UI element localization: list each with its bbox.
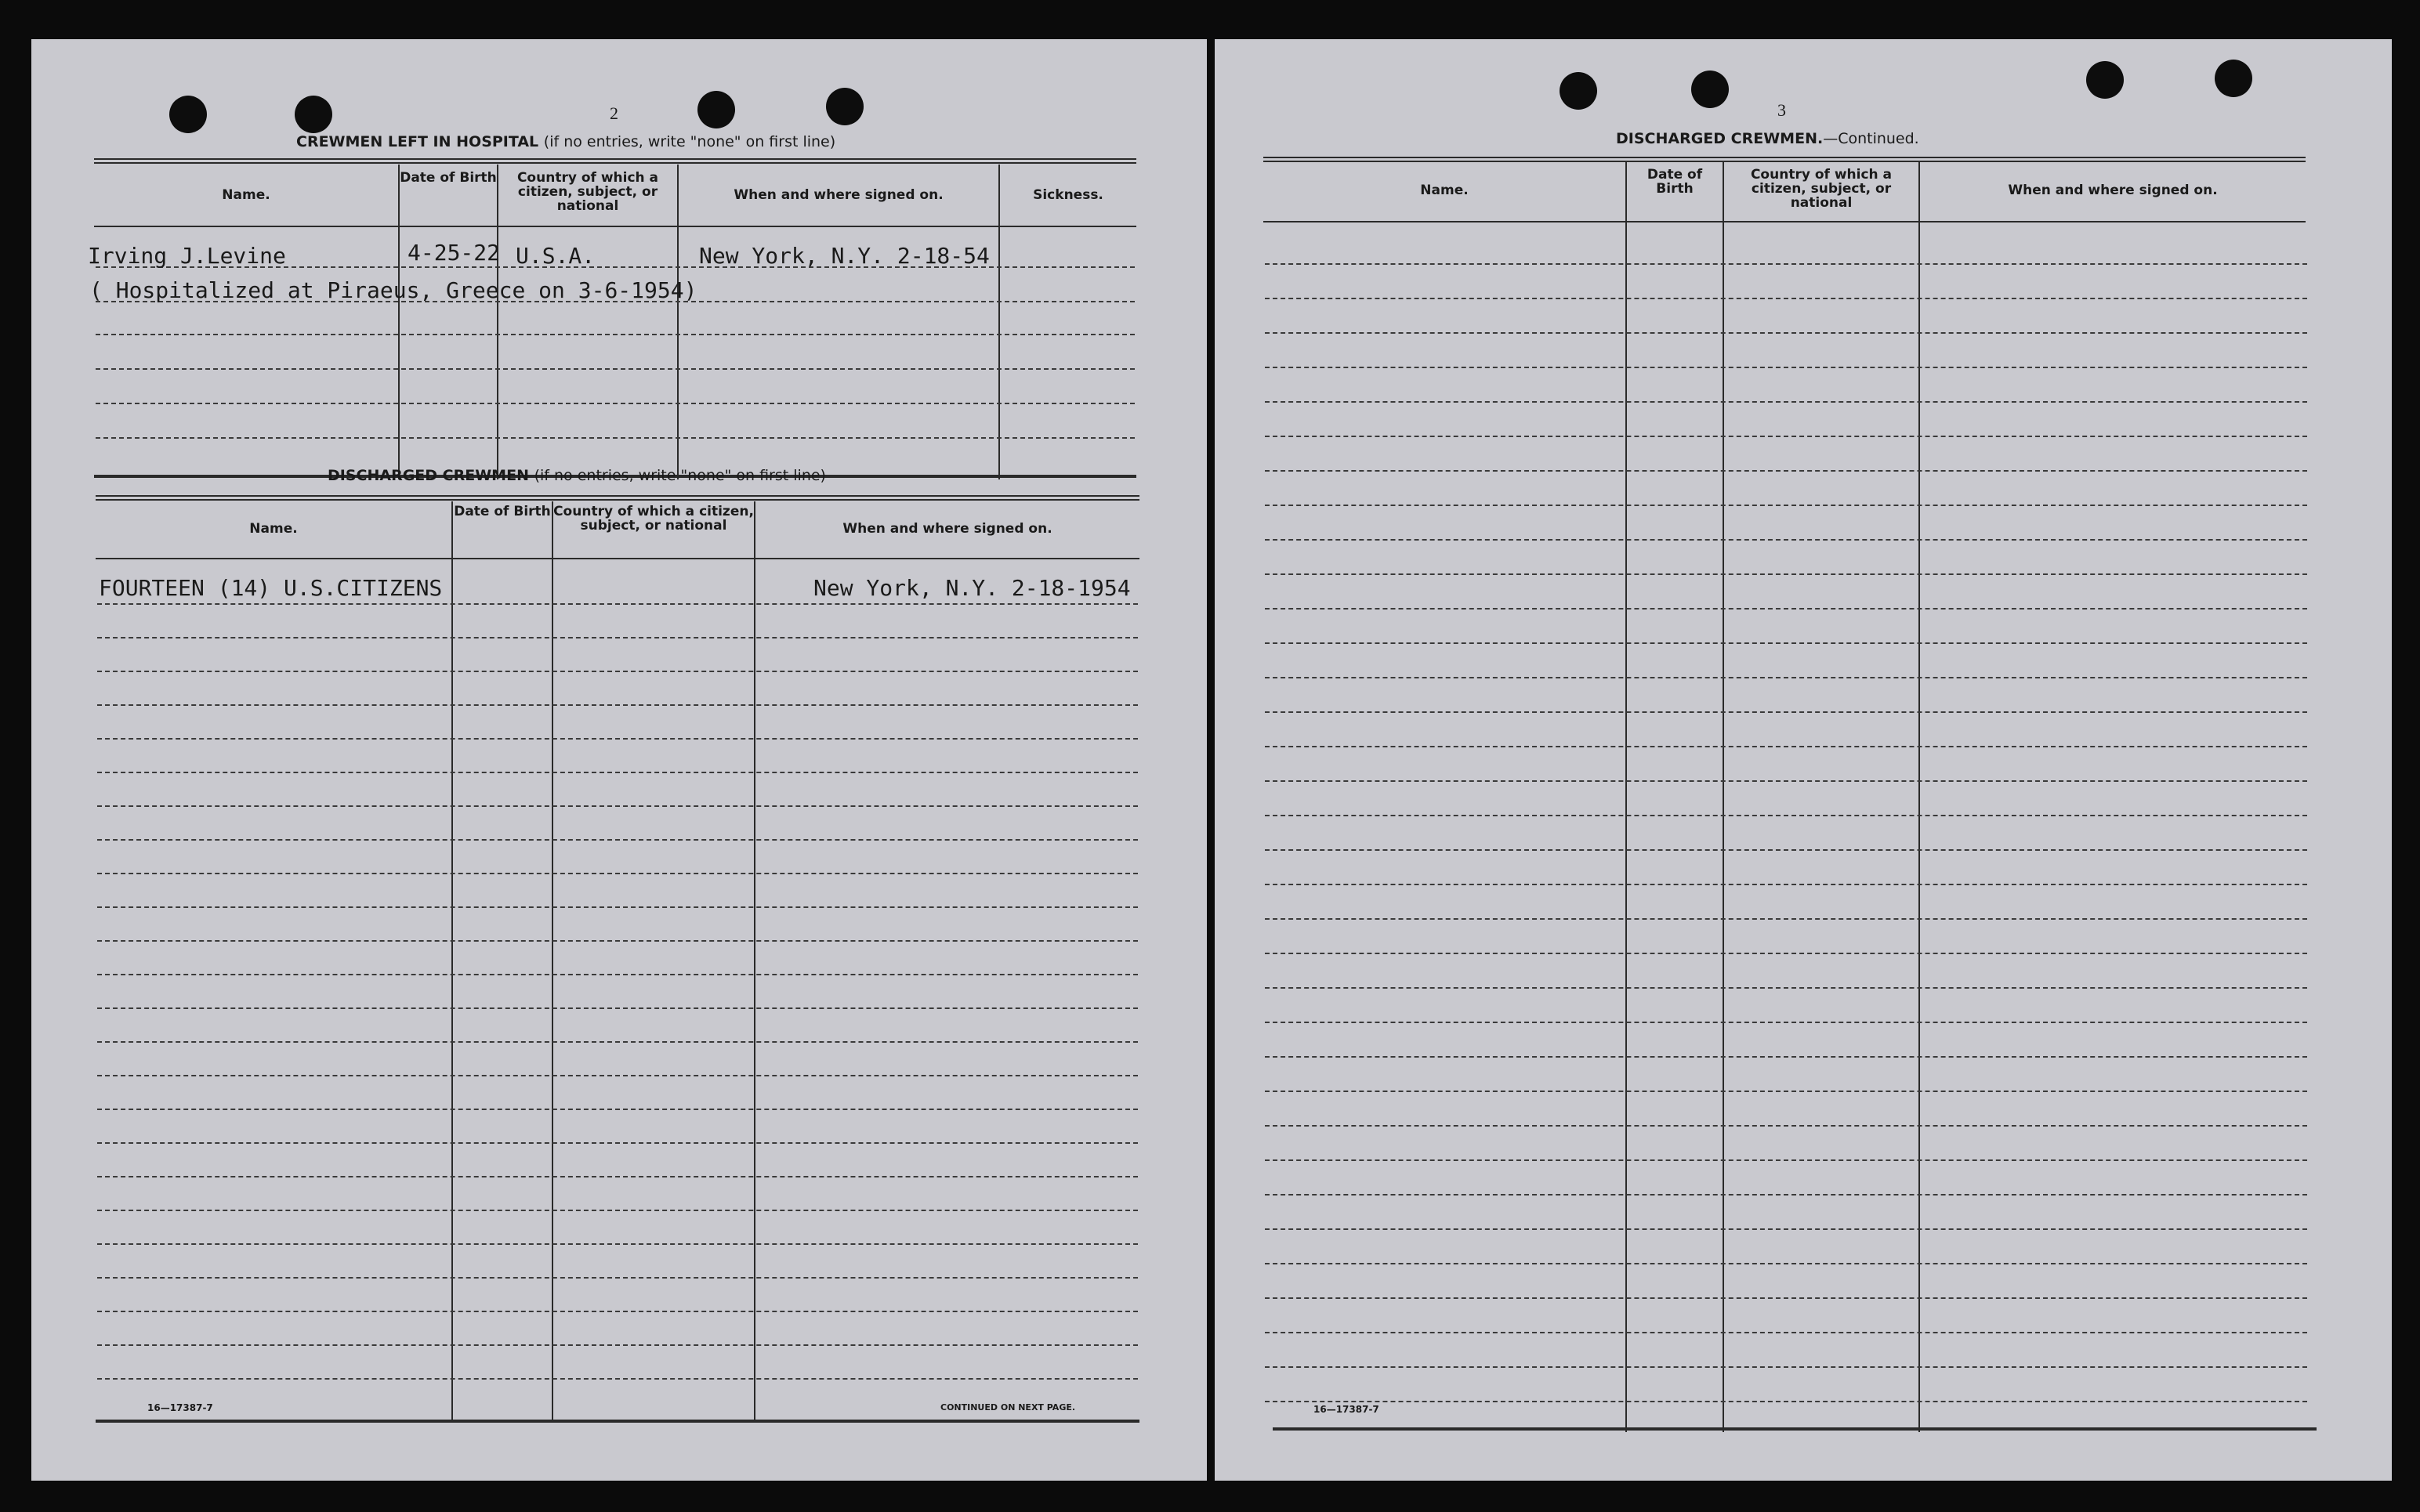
row-line xyxy=(97,772,1138,773)
hospital-section-title xyxy=(296,133,835,150)
row-line xyxy=(97,1378,1138,1380)
row-line xyxy=(97,1075,1138,1076)
row-line xyxy=(1265,884,2307,885)
row-line xyxy=(97,1210,1138,1211)
row-line xyxy=(1265,1091,2307,1092)
row-line xyxy=(1265,1297,2307,1299)
row-line xyxy=(1265,298,2307,299)
col-header-dob: Date of Birth xyxy=(400,170,497,186)
hospital-entry-name: Irving J.Levine xyxy=(88,243,286,269)
page-number: 3 xyxy=(1777,100,1786,120)
table-bottom-rule xyxy=(96,1420,1139,1423)
row-line xyxy=(1265,436,2307,437)
row-line xyxy=(1265,1125,2307,1127)
col-header-signed: When and where signed on. xyxy=(842,521,1052,537)
row-line xyxy=(1265,573,2307,575)
row-line xyxy=(1265,987,2307,989)
row-line xyxy=(97,805,1138,807)
row-line xyxy=(97,1344,1138,1346)
row-line xyxy=(1265,815,2307,816)
column-divider xyxy=(1918,161,1920,1432)
hospital-entry-signed: New York, N.Y. 2-18-54 xyxy=(699,243,990,269)
hospital-entry-country: U.S.A. xyxy=(516,243,596,269)
hospital-title-text: CREWMEN LEFT IN HOSPITAL xyxy=(296,133,539,150)
header-bottom-rule xyxy=(94,226,1136,227)
row-line xyxy=(97,940,1138,942)
row-line xyxy=(97,873,1138,874)
column-divider xyxy=(552,501,553,1423)
col-header-signed: When and where signed on. xyxy=(2008,183,2218,198)
row-line xyxy=(1265,642,2307,644)
form-number: 16—17387-7 xyxy=(1313,1404,1379,1415)
row-line xyxy=(1265,505,2307,506)
row-line xyxy=(1265,677,2307,678)
form-number: 16—17387-7 xyxy=(147,1402,213,1413)
row-line xyxy=(97,1142,1138,1144)
row-line xyxy=(97,1311,1138,1312)
punch-hole xyxy=(1560,72,1597,110)
column-divider xyxy=(998,165,1000,479)
row-line xyxy=(1265,1228,2307,1230)
column-divider xyxy=(677,165,679,479)
discharged-continued-title xyxy=(1616,130,1919,147)
discharged-entry-name: FOURTEEN (14) U.S.CITIZENS xyxy=(99,575,443,601)
discharged-entry-signed: New York, N.Y. 2-18-1954 xyxy=(813,575,1131,601)
row-line xyxy=(97,1277,1138,1279)
row-line xyxy=(96,437,1135,439)
column-divider xyxy=(398,165,400,479)
row-line xyxy=(1265,332,2307,334)
row-line xyxy=(96,334,1135,335)
row-line xyxy=(97,637,1138,638)
table-top-rule xyxy=(96,495,1139,501)
row-line xyxy=(1265,1332,2307,1333)
col-header-signed: When and where signed on. xyxy=(734,187,944,203)
col-header-country: Country of which a citizen, subject, or national xyxy=(516,170,659,214)
continued-suffix: —Continued. xyxy=(1823,130,1919,147)
row-line xyxy=(1265,849,2307,851)
column-divider xyxy=(451,501,453,1423)
row-line xyxy=(97,1176,1138,1177)
hospital-title-note: (if no entries, write "none" on first line) xyxy=(543,133,836,150)
row-line xyxy=(97,671,1138,672)
row-line xyxy=(1265,470,2307,472)
row-line xyxy=(1265,539,2307,541)
row-line xyxy=(97,603,1138,605)
row-line xyxy=(96,368,1135,370)
row-line xyxy=(97,839,1138,841)
row-line xyxy=(97,704,1138,706)
punch-hole xyxy=(826,88,864,125)
col-header-dob: Date of Birth xyxy=(1647,167,1703,197)
hospital-entry-dob: 4-25-22 xyxy=(408,240,501,266)
row-line xyxy=(1265,711,2307,713)
header-bottom-rule xyxy=(1263,221,2306,222)
row-line xyxy=(1265,780,2307,782)
row-line xyxy=(96,403,1135,404)
discharged-title-text: DISCHARGED CREWMEN xyxy=(328,467,529,484)
continued-note: CONTINUED ON NEXT PAGE. xyxy=(940,1402,1076,1413)
col-header-sickness: Sickness. xyxy=(1033,187,1103,203)
column-divider xyxy=(1625,161,1627,1432)
row-line xyxy=(97,1109,1138,1110)
table-bottom-rule xyxy=(1273,1427,2317,1431)
punch-hole xyxy=(697,91,735,128)
row-line xyxy=(1265,746,2307,747)
row-line xyxy=(1265,953,2307,954)
row-line xyxy=(1265,1194,2307,1195)
page-number: 2 xyxy=(610,103,618,123)
table-top-rule xyxy=(1263,157,2306,162)
col-header-country: Country of which a citizen, subject, or national xyxy=(553,504,754,534)
right-page xyxy=(1215,39,2392,1481)
punch-hole xyxy=(1691,71,1729,108)
col-header-name: Name. xyxy=(1420,183,1469,198)
discharged-section-title xyxy=(328,467,826,484)
left-page xyxy=(31,39,1207,1481)
discharged-continued-text: DISCHARGED CREWMEN. xyxy=(1616,130,1824,147)
punch-hole xyxy=(2086,61,2124,99)
row-line xyxy=(1265,367,2307,368)
hospital-entry-note: ( Hospitalized at Piraeus, Greece on 3-6-1954) xyxy=(89,277,697,303)
row-line xyxy=(97,1007,1138,1009)
discharged-title-note: (if no entries, write "none" on first line) xyxy=(534,467,826,484)
row-line xyxy=(1265,1263,2307,1264)
column-divider xyxy=(1723,161,1724,1432)
column-divider xyxy=(754,501,755,1423)
row-line xyxy=(1265,918,2307,920)
row-line xyxy=(1265,1401,2307,1402)
row-line xyxy=(97,906,1138,908)
row-line xyxy=(97,738,1138,740)
row-line xyxy=(97,974,1138,975)
table-top-rule xyxy=(94,158,1136,164)
col-header-dob: Date of Birth xyxy=(454,504,551,519)
row-line xyxy=(1265,608,2307,610)
row-line xyxy=(97,1243,1138,1245)
col-header-country: Country of which a citizen, subject, or national xyxy=(1750,167,1893,211)
punch-hole xyxy=(2215,60,2252,97)
row-line xyxy=(1265,1056,2307,1058)
row-line xyxy=(1265,1022,2307,1023)
header-bottom-rule xyxy=(96,558,1139,559)
punch-hole xyxy=(169,96,207,133)
row-line xyxy=(1265,1159,2307,1161)
col-header-name: Name. xyxy=(222,187,270,203)
row-line xyxy=(97,1041,1138,1043)
col-header-name: Name. xyxy=(249,521,298,537)
row-line xyxy=(1265,401,2307,403)
row-line xyxy=(1265,1366,2307,1368)
row-line xyxy=(1265,263,2307,265)
punch-hole xyxy=(295,96,332,133)
